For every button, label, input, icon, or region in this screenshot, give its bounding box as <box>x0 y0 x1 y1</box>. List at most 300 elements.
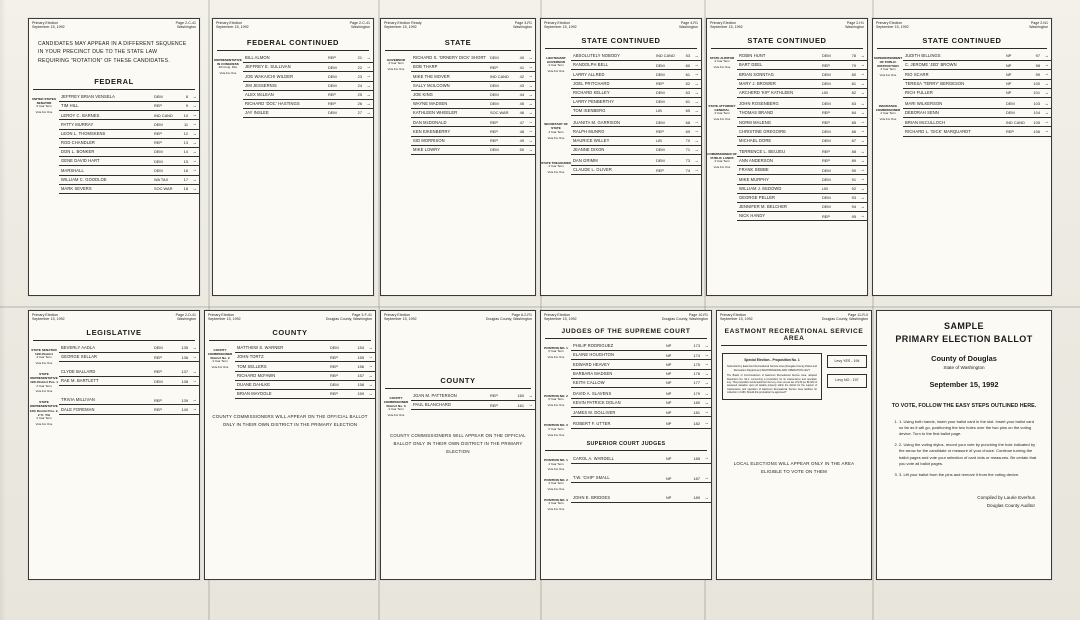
candidate-name: MIKE LOWRY <box>413 148 441 153</box>
panel-header <box>541 311 711 322</box>
header-election: Primary Election <box>710 21 737 25</box>
punch-arrow-icon[interactable]: → <box>528 402 533 408</box>
candidate-row[interactable] <box>903 109 1051 118</box>
punch-number: 70 <box>685 138 690 143</box>
candidate-row[interactable] <box>411 72 535 81</box>
candidate-name: TIM HILL <box>61 104 79 109</box>
punch-number: 97 <box>1035 53 1040 59</box>
punch-arrow-icon[interactable]: → <box>694 137 699 143</box>
punch-arrow-icon[interactable]: → <box>694 62 699 68</box>
race-block <box>541 118 701 155</box>
punch-arrow-icon[interactable]: → <box>192 176 197 182</box>
header-state: Washington <box>177 25 196 30</box>
panel-title: STATE CONTINUED <box>747 35 827 45</box>
candidate-row[interactable] <box>243 100 373 109</box>
candidate-name: RALPH MUNRO <box>573 129 605 134</box>
punch-arrow-icon[interactable]: → <box>704 370 709 376</box>
punch-arrow-icon[interactable]: → <box>528 146 533 152</box>
candidate-row[interactable] <box>903 100 1051 109</box>
candidate-row[interactable] <box>737 157 867 166</box>
candidate-row[interactable] <box>411 91 535 100</box>
candidate-row[interactable] <box>411 118 535 127</box>
candidate-party: NP <box>666 409 672 415</box>
candidate-row[interactable] <box>737 175 867 184</box>
candidate-party: NP <box>666 455 672 461</box>
candidate-row[interactable] <box>737 61 867 70</box>
header-state: Washington <box>513 25 532 30</box>
candidate-party: DEM <box>822 204 831 210</box>
candidate-row[interactable] <box>903 61 1051 70</box>
candidate-row[interactable] <box>243 82 373 91</box>
punch-arrow-icon[interactable]: → <box>704 379 709 385</box>
punch-arrow-icon[interactable]: → <box>860 213 865 219</box>
candidate-party: NP <box>666 361 672 367</box>
punch-arrow-icon[interactable]: → <box>1044 100 1049 106</box>
candidate-row[interactable] <box>571 107 701 116</box>
punch-number: 154 <box>357 345 364 351</box>
punch-number: 181 <box>693 409 700 415</box>
candidate-row[interactable] <box>737 52 867 61</box>
punch-number: 180 <box>693 400 700 406</box>
instruction-step: 1. 1. Using both hands, insert your ballot card in the slot. Insert your ballot card so far as it will go, positioning the two holes over the two pins on the voting device. Turn to the first ballot page. <box>899 419 1039 438</box>
panel-state-continued-3 <box>872 18 1052 296</box>
divider <box>209 340 371 341</box>
office-label: REPRESENTATIVE IN CONGRESS 4th Cong. Dist. Vote For One <box>214 57 242 76</box>
candidate-row[interactable] <box>737 118 867 127</box>
punch-number: 179 <box>693 391 700 397</box>
candidate-row[interactable] <box>571 370 711 379</box>
candidate-row[interactable] <box>571 360 711 369</box>
candidate-party: DEM <box>330 382 339 388</box>
punch-arrow-icon[interactable]: → <box>192 406 197 412</box>
punch-arrow-icon[interactable]: → <box>860 80 865 86</box>
candidate-row[interactable] <box>411 82 535 91</box>
panel-title: STATE CONTINUED <box>581 35 661 45</box>
candidate-party: WA TAX <box>154 176 169 182</box>
candidate-row[interactable] <box>411 63 535 72</box>
punch-arrow-icon[interactable]: → <box>704 352 709 358</box>
panel-legislative <box>28 310 200 580</box>
punch-arrow-icon[interactable]: → <box>860 167 865 173</box>
punch-number: 65 <box>685 108 690 114</box>
candidate-party: NP <box>666 475 672 481</box>
candidate-row[interactable] <box>59 139 199 148</box>
candidate-row[interactable] <box>59 120 199 129</box>
punch-arrow-icon[interactable]: → <box>694 89 699 95</box>
candidate-row[interactable] <box>737 194 867 203</box>
punch-arrow-icon[interactable]: → <box>694 80 699 86</box>
punch-number: 85 <box>851 119 856 125</box>
punch-arrow-icon[interactable]: → <box>366 91 371 97</box>
candidate-row[interactable] <box>243 63 373 72</box>
candidate-party: DEM <box>490 147 499 153</box>
punch-arrow-icon[interactable]: → <box>694 146 699 152</box>
punch-arrow-icon[interactable]: → <box>368 381 373 387</box>
punch-arrow-icon[interactable]: → <box>694 167 699 173</box>
candidate-row[interactable] <box>59 102 199 111</box>
punch-arrow-icon[interactable]: → <box>860 110 865 116</box>
candidate-row[interactable] <box>59 111 199 120</box>
candidate-row[interactable] <box>59 368 199 377</box>
office-label: COUNTY COMMISSIONER District No. 3 4 Year Term Vote For One <box>383 395 409 418</box>
punch-arrow-icon[interactable]: → <box>1044 80 1049 86</box>
candidate-party: DEM <box>154 149 163 155</box>
candidate-party: DEM <box>330 345 339 351</box>
candidate-row[interactable] <box>243 109 373 118</box>
proposition-title: Special Election - Proposition No. 1 <box>744 357 800 362</box>
punch-arrow-icon[interactable]: → <box>192 354 197 360</box>
candidate-row[interactable] <box>571 146 701 155</box>
punch-number: 160 <box>517 393 524 399</box>
punch-arrow-icon[interactable]: → <box>192 344 197 350</box>
punch-arrow-icon[interactable]: → <box>528 91 533 97</box>
punch-arrow-icon[interactable]: → <box>1044 110 1049 116</box>
candidate-name: BEVERLY AADLA <box>61 346 96 351</box>
punch-number: 138 <box>181 378 188 384</box>
candidate-row[interactable] <box>59 93 199 102</box>
candidate-list <box>411 54 535 155</box>
candidate-row[interactable] <box>571 419 711 428</box>
candidate-list <box>235 344 375 399</box>
candidate-row[interactable] <box>59 166 199 175</box>
punch-arrow-icon[interactable]: → <box>368 363 373 369</box>
punch-arrow-icon[interactable]: → <box>860 176 865 182</box>
punch-arrow-icon[interactable]: → <box>1044 71 1049 77</box>
candidate-party: REP <box>822 149 830 155</box>
candidate-row[interactable] <box>571 494 711 503</box>
candidate-row[interactable] <box>571 351 711 360</box>
header-date: September 15, 1992 <box>32 317 65 322</box>
candidate-row[interactable] <box>59 344 199 353</box>
candidate-row[interactable] <box>59 130 199 139</box>
punch-arrow-icon[interactable]: → <box>694 119 699 125</box>
punch-arrow-icon[interactable]: → <box>860 137 865 143</box>
candidate-row[interactable] <box>571 390 711 399</box>
candidate-name: BRIAN MAYDOLE <box>237 392 272 397</box>
candidate-party: DEM <box>154 167 163 173</box>
candidate-list <box>59 344 199 362</box>
punch-arrow-icon[interactable]: → <box>192 112 197 118</box>
punch-arrow-icon[interactable]: → <box>1044 52 1049 58</box>
candidate-row[interactable] <box>737 127 867 136</box>
punch-number: 22 <box>357 64 362 70</box>
candidate-name: DALE FOREMAN <box>61 407 95 412</box>
candidate-name: JAY INSLEE <box>245 111 269 116</box>
candidate-row[interactable] <box>737 148 867 157</box>
punch-arrow-icon[interactable]: → <box>704 400 709 406</box>
punch-arrow-icon[interactable]: → <box>860 203 865 209</box>
punch-number: 10 <box>183 112 188 118</box>
candidate-row[interactable] <box>411 392 535 401</box>
candidate-row[interactable] <box>571 399 711 408</box>
candidate-row[interactable] <box>571 408 711 417</box>
candidate-party: DEM <box>1006 101 1015 107</box>
punch-arrow-icon[interactable]: → <box>368 344 373 350</box>
punch-arrow-icon[interactable]: → <box>528 64 533 70</box>
header-page: Page 2-N1 <box>1030 21 1048 25</box>
candidate-name: JIM JESSERNIS <box>245 83 277 88</box>
candidate-row[interactable] <box>737 185 867 194</box>
punch-arrow-icon[interactable]: → <box>860 119 865 125</box>
candidate-row[interactable] <box>59 377 199 386</box>
candidate-name: PATTY MURRAY <box>61 122 94 127</box>
panel-header <box>29 311 199 322</box>
punch-number: 53 <box>685 53 690 59</box>
punch-arrow-icon[interactable]: → <box>704 420 709 426</box>
punch-arrow-icon[interactable]: → <box>192 185 197 191</box>
punch-arrow-icon[interactable]: → <box>366 54 371 60</box>
candidate-row[interactable] <box>737 89 867 98</box>
punch-arrow-icon[interactable]: → <box>860 128 865 134</box>
punch-arrow-icon[interactable]: → <box>192 93 197 99</box>
candidate-party: REP <box>490 128 498 134</box>
punch-number: 26 <box>357 101 362 107</box>
punch-arrow-icon[interactable]: → <box>860 89 865 95</box>
punch-arrow-icon[interactable]: → <box>694 98 699 104</box>
office-label: GOVERNOR 4 Year Term Vote For One <box>386 57 406 72</box>
candidate-row[interactable] <box>571 474 711 483</box>
punch-arrow-icon[interactable]: → <box>694 52 699 58</box>
punch-arrow-icon[interactable]: → <box>704 342 709 348</box>
panel-state <box>380 18 536 296</box>
panel-title: COUNTY <box>440 375 476 385</box>
punch-arrow-icon[interactable]: → <box>860 71 865 77</box>
candidate-row[interactable] <box>737 109 867 118</box>
punch-arrow-icon[interactable]: → <box>528 73 533 79</box>
panel-title: EASTMONT RECREATIONAL SERVICE AREA <box>724 327 864 342</box>
candidate-row[interactable] <box>737 70 867 79</box>
punch-arrow-icon[interactable]: → <box>704 455 709 461</box>
punch-number: 92 <box>851 185 856 191</box>
candidate-party: IND CAND <box>1006 119 1025 125</box>
race-block <box>873 100 1051 137</box>
candidate-row[interactable] <box>59 157 199 166</box>
candidate-party: REP <box>330 391 338 397</box>
candidate-name: ROBIN HUNT <box>739 54 766 59</box>
candidate-row[interactable] <box>243 91 373 100</box>
punch-arrow-icon[interactable]: → <box>704 409 709 415</box>
punch-arrow-icon[interactable]: → <box>528 82 533 88</box>
punch-number: 99 <box>1035 71 1040 77</box>
candidate-row[interactable] <box>571 98 701 107</box>
punch-number: 182 <box>693 420 700 426</box>
candidate-row[interactable] <box>571 70 701 79</box>
header-county: Douglas County, Washington <box>661 317 708 322</box>
candidate-row[interactable] <box>571 137 701 146</box>
punch-arrow-icon[interactable]: → <box>192 369 197 374</box>
candidate-row[interactable] <box>737 212 867 221</box>
punch-arrow-icon[interactable]: → <box>860 148 865 154</box>
punch-arrow-icon[interactable]: → <box>704 475 709 481</box>
punch-arrow-icon[interactable]: → <box>860 62 865 68</box>
punch-arrow-icon[interactable]: → <box>528 54 533 60</box>
candidate-name: SID MORRISON <box>413 138 445 143</box>
candidate-party: REP <box>330 363 338 369</box>
race-block <box>707 52 867 98</box>
candidate-row[interactable] <box>571 61 701 70</box>
candidate-row[interactable] <box>903 80 1051 89</box>
punch-arrow-icon[interactable]: → <box>528 119 533 125</box>
punch-arrow-icon[interactable]: → <box>860 194 865 200</box>
candidate-name: T.W. 'CHIP' SMALL <box>573 476 610 481</box>
punch-arrow-icon[interactable]: → <box>704 495 709 501</box>
candidate-row[interactable] <box>903 52 1051 61</box>
punch-arrow-icon[interactable]: → <box>368 354 373 360</box>
levy-yes-option[interactable]: Levy YES - 194 <box>827 355 867 368</box>
candidate-row[interactable] <box>411 401 535 410</box>
punch-number: 42 <box>519 73 524 79</box>
punch-arrow-icon[interactable]: → <box>366 110 371 116</box>
candidate-list <box>903 100 1051 137</box>
punch-number: 27 <box>357 110 362 116</box>
punch-arrow-icon[interactable]: → <box>192 139 197 145</box>
header-date: September 15, 1992 <box>32 25 65 30</box>
punch-arrow-icon[interactable]: → <box>368 372 373 378</box>
punch-arrow-icon[interactable]: → <box>192 130 197 136</box>
instructions-heading: TO VOTE, FOLLOW THE EASY STEPS OUTLINED HERE. <box>891 403 1037 409</box>
candidate-party: DEM <box>822 53 831 59</box>
punch-arrow-icon[interactable]: → <box>694 158 699 164</box>
punch-arrow-icon[interactable]: → <box>1044 62 1049 68</box>
candidate-row[interactable] <box>737 100 867 109</box>
punch-arrow-icon[interactable]: → <box>1044 119 1049 125</box>
candidate-row[interactable] <box>571 166 701 175</box>
punch-number: 105 <box>1033 119 1040 125</box>
candidate-row[interactable] <box>571 379 711 388</box>
punch-arrow-icon[interactable]: → <box>704 390 709 396</box>
punch-arrow-icon[interactable]: → <box>694 71 699 77</box>
punch-arrow-icon[interactable]: → <box>528 392 533 398</box>
punch-number: 48 <box>519 128 524 134</box>
punch-arrow-icon[interactable]: → <box>368 390 373 396</box>
punch-arrow-icon[interactable]: → <box>528 137 533 143</box>
candidate-row[interactable] <box>235 390 375 399</box>
candidate-row[interactable] <box>571 80 701 89</box>
candidate-row[interactable] <box>571 89 701 98</box>
punch-arrow-icon[interactable]: → <box>366 73 371 79</box>
punch-number: 89 <box>851 158 856 164</box>
punch-arrow-icon[interactable]: → <box>694 128 699 134</box>
punch-arrow-icon[interactable]: → <box>1044 128 1049 134</box>
candidate-row[interactable] <box>411 54 535 63</box>
candidate-row[interactable] <box>59 405 199 414</box>
panel-county-d2 <box>204 310 376 580</box>
header-page: Page 10-R1 <box>688 313 708 317</box>
candidate-row[interactable] <box>903 70 1051 79</box>
candidate-row[interactable] <box>411 146 535 155</box>
punch-arrow-icon[interactable]: → <box>528 100 533 106</box>
punch-arrow-icon[interactable]: → <box>704 361 709 367</box>
divider <box>33 340 195 341</box>
punch-arrow-icon[interactable]: → <box>860 158 865 164</box>
candidate-row[interactable] <box>59 396 199 405</box>
fold-crease <box>0 306 1080 308</box>
candidate-row[interactable] <box>411 137 535 146</box>
candidate-row[interactable] <box>411 100 535 109</box>
candidate-row[interactable] <box>571 157 701 166</box>
punch-arrow-icon[interactable]: → <box>192 158 197 164</box>
candidate-name: MATTHEW S. WARNER <box>237 346 284 351</box>
candidate-row[interactable] <box>235 353 375 362</box>
punch-arrow-icon[interactable]: → <box>366 100 371 106</box>
punch-arrow-icon[interactable]: → <box>192 167 197 173</box>
candidate-party: DEM <box>656 158 665 164</box>
candidate-row[interactable] <box>737 137 867 146</box>
candidate-row[interactable] <box>411 109 535 118</box>
candidate-party: NP <box>1006 71 1012 77</box>
punch-arrow-icon[interactable]: → <box>192 378 197 384</box>
candidate-party: REP <box>822 213 830 219</box>
punch-arrow-icon[interactable]: → <box>366 82 371 88</box>
header-date: September 15, 1992 <box>216 25 249 30</box>
candidate-row[interactable] <box>903 89 1051 98</box>
candidate-name: JUDITH BILLINGS <box>905 54 941 59</box>
candidate-row[interactable] <box>59 176 199 185</box>
candidate-row[interactable] <box>235 344 375 353</box>
candidate-row[interactable] <box>737 80 867 89</box>
punch-arrow-icon[interactable]: → <box>192 103 197 109</box>
candidate-row[interactable] <box>59 353 199 362</box>
punch-arrow-icon[interactable]: → <box>694 108 699 114</box>
punch-number: 94 <box>851 204 856 210</box>
candidate-row[interactable] <box>571 342 711 351</box>
punch-arrow-icon[interactable]: → <box>366 64 371 70</box>
panel-header <box>213 19 373 30</box>
candidate-name: CLAUDE L. OLIVER <box>573 168 612 173</box>
candidate-party: NP <box>1006 90 1012 96</box>
candidate-row[interactable] <box>903 127 1051 136</box>
candidate-row[interactable] <box>571 52 701 61</box>
candidate-list <box>571 342 711 388</box>
candidate-row[interactable] <box>571 118 701 127</box>
punch-arrow-icon[interactable]: → <box>860 100 865 106</box>
candidate-name: JOAN M. PATTERSON <box>413 394 457 399</box>
punch-arrow-icon[interactable]: → <box>860 52 865 58</box>
levy-no-option[interactable]: Levy NO - 197 <box>827 374 867 387</box>
election-date: September 15, 1992 <box>929 380 999 389</box>
candidate-row[interactable] <box>243 54 373 63</box>
candidate-row[interactable] <box>243 72 373 81</box>
punch-number: 52 <box>685 80 690 86</box>
punch-arrow-icon[interactable]: → <box>192 149 197 155</box>
punch-number: 18 <box>183 186 188 192</box>
candidate-list <box>571 118 701 155</box>
candidate-party: DEM <box>656 90 665 96</box>
candidate-row[interactable] <box>235 381 375 390</box>
punch-arrow-icon[interactable]: → <box>528 128 533 134</box>
candidate-row[interactable] <box>59 148 199 157</box>
punch-arrow-icon[interactable]: → <box>528 110 533 116</box>
candidate-row[interactable] <box>571 454 711 463</box>
candidate-name: PHILIP RODRIGUEZ <box>573 344 614 349</box>
office-label: POSITION NO. 2 6 Year Term Vote For One <box>544 393 568 407</box>
candidate-row[interactable] <box>903 118 1051 127</box>
candidate-row[interactable] <box>235 372 375 381</box>
punch-arrow-icon[interactable]: → <box>860 185 865 191</box>
candidate-name: DEBORAH SENN <box>905 111 939 116</box>
candidate-row[interactable] <box>235 362 375 371</box>
candidate-row[interactable] <box>737 166 867 175</box>
candidate-party: REP <box>822 119 830 125</box>
candidate-row[interactable] <box>571 127 701 136</box>
punch-arrow-icon[interactable]: → <box>192 397 197 403</box>
punch-arrow-icon[interactable]: → <box>1044 89 1049 95</box>
punch-number: 82 <box>851 90 856 96</box>
punch-arrow-icon[interactable]: → <box>192 121 197 127</box>
candidate-row[interactable] <box>59 185 199 194</box>
candidate-row[interactable] <box>411 127 535 136</box>
candidate-row[interactable] <box>737 203 867 212</box>
